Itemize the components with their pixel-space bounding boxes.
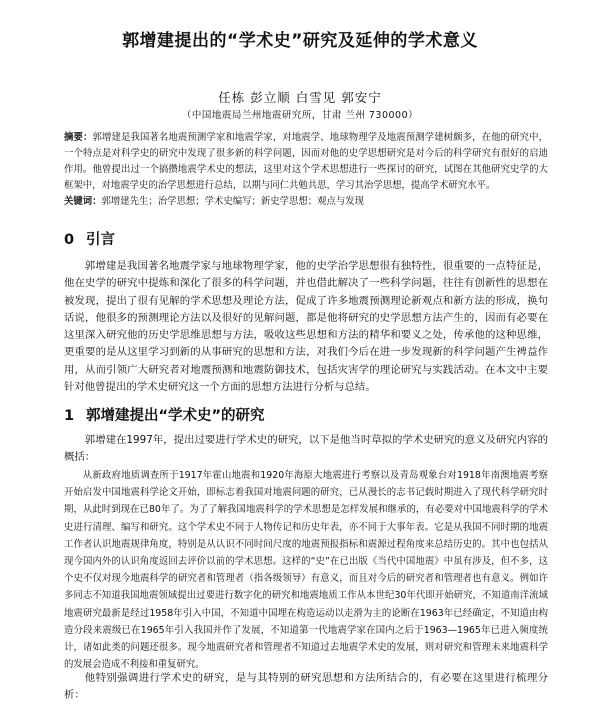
section1-intro (64, 432, 548, 467)
affiliation: （中国地震局兰州地震研究所，甘肃 兰州 730000） (181, 110, 419, 121)
section1-intro-paragraph: 郭增建在1997年，提出过要进行学术史的研究，以下是他当时草拟的学术史研究的意义及研究内容的概括： (64, 434, 548, 464)
quoted-proposal-text: 从新政府地质调查所于1917年霍山地震和1920年海原大地震进行考察以及青岛观象台对1918年南澳地震考察开始启发中国地震科学论文开始，即标志着我国对地震问题的研究，已从漫长的志书记载时期进入了现代科学研究时期，从此时到现在已80年了。为了了解我国地震科学的学术思想是怎样发展和继承的，有必要对中国地震科学的学术史进行清理、编写和研究。这个学术史不同于人物传记和历史年表，亦不同于大事年表。它是从我国不同时期的地震工作者认识地震规律角度，特别是从认识不同时间尺度的地震预报指标和震源过程角度来总结历史的。其中也包括从现今国内外的认识角度返回去评价以前的学术思想。这样的“史”在已出版《当代中国地震》中虽有涉及，但不多，这个史不仅对现今地震科学的研究者和管理者（指各级领导）有意义，而且对今后的研究者和管理者也有意义。例如许多同志不知道我国地震领域提出过要进行数字化的研究和地震地质工作从本世纪30年代即开始研究，不知道南洋流域地震研究最新是经过1958年引入中国，不知道中国埋在构造运动以走滑为主的论断在1963年已经确定，不知道由构造分段来震级已在1965年引入我国并作了发展，不知道第一代地震学家在国内之后于1963—1965年已进入频度统计，诸如此类的问题还很多。现今地震研究者和管理者不知道过去地震学术史的发展，则对研究和管理未来地震科学的发展会造成不利接和重复研究。 (64, 470, 548, 671)
section-number: 1 (64, 408, 75, 424)
paper-title: 郭增建提出的“学术史”研究及延伸的学术意义 (122, 31, 478, 51)
abstract-text: 郭增建是我国著名地震预测学家和地震学家，对地震学、地球物理学及地震预测学建树颇多，在他的研究中，一个特点是对科学史的研究中发现了很多新的科学问题，因而对他的史学思想研究是对今后的科学研究有很好的启迪作用。他曾提出过一个搞攒地震学术史的想法，这里对这个学术思想进行一些探讨的研究，试图在其他研究史学的大框架中，对地震学史的治学思想进行总结，以期与同仁共勉共思，学习其治学思想，提高学术研究水平。 (64, 132, 548, 191)
section1-closing (64, 670, 548, 705)
keywords-label: 关键词： (64, 196, 102, 207)
keywords-text: 郭增建先生；治学思想；学术史编写；新史学思想；观点与发现 (101, 196, 365, 207)
abstract-label: 摘要： (64, 132, 93, 143)
introduction-body (64, 258, 548, 396)
quoted-proposal (64, 467, 548, 673)
keywords-line (64, 194, 548, 210)
section-heading-academic-history (64, 404, 265, 425)
section-title: 郭增建提出“学术史”的研究 (86, 408, 265, 424)
abstract-block (64, 130, 548, 210)
introduction-paragraph: 郭增建是我国著名地震学家与地球物理学家，他的史学治学思想很有独特性，很重要的一点特征是，他在史学的研究中提炼和深化了很多的科学问题，并也借此解决了一些科学问题，往往有创新性的思想在被发现，提出了很有见解的学术思想及理论方法，促成了许多地震预测理论新观点和新方法的形成，换句话说，他很多的预测理论方法以及很好的见解问题，都是他将研究的史学思想方法产生的，因而有必要在这里深入研究他的历史学思维思想与方法，吸收这些思想和方法的精华和要义之处，传承他的这种思维，更重要的是从这里学习到新的从事研究的思想和方法，对我们今后在进一步发现新的科学问题产生裨益作用，从而引领广大研究者对地震预测和地震防御技术，包括灾害学的理论研究与实践活动。在本文中主要针对他曾提出的学术史研究这一个方面的思想方法进行分析与总结。 (64, 260, 548, 394)
section-number: 0 (64, 232, 75, 248)
section-heading-introduction (64, 228, 115, 249)
section1-closing-paragraph: 他特别强调进行学术史的研究，是与其特别的研究思想和方法所结合的，有必要在这里进行梳理分析： (64, 672, 548, 702)
author-list: 任栋 彭立顺 白雪见 郭安宁 (218, 90, 382, 105)
section-title: 引言 (86, 232, 115, 248)
